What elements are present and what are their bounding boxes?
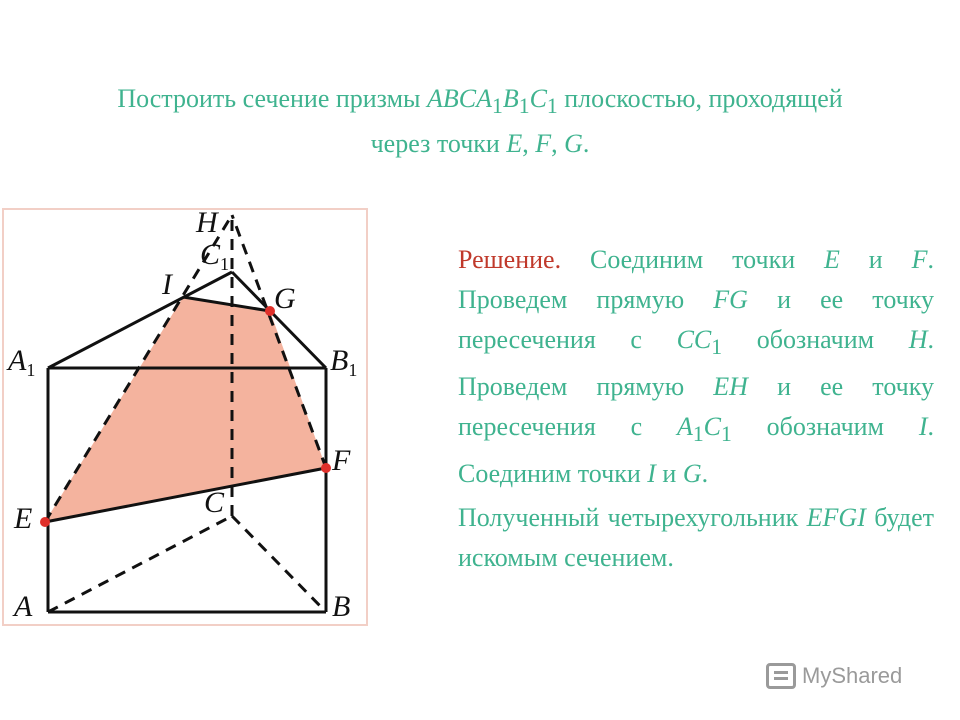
solution-l2-c: обозначим xyxy=(722,325,909,354)
solution-l4-i: I xyxy=(647,459,656,489)
section-quadrilateral xyxy=(45,297,326,522)
prism-diagram xyxy=(0,0,380,640)
title-point-g: G xyxy=(564,129,583,159)
solution-l3-sub2: 1 xyxy=(721,422,732,447)
solution-l2-end: . xyxy=(927,325,934,354)
solution-l3-c: обозначим xyxy=(731,412,919,442)
solution-l5-efgi: EFGI xyxy=(806,503,866,532)
solution-text xyxy=(458,240,934,494)
point-e-dot xyxy=(40,517,50,527)
solution-l3-a1: A xyxy=(676,412,693,442)
title-sub-1: 1 xyxy=(492,94,503,119)
label-b1 xyxy=(330,344,357,380)
myshared-logo-icon xyxy=(766,663,796,689)
title-prefix: Построить сечение призмы xyxy=(117,84,428,113)
title-end: . xyxy=(582,129,590,159)
label-h: H xyxy=(196,206,218,239)
solution-l4-a: Соединим точки xyxy=(458,459,648,489)
label-i: I xyxy=(162,268,172,301)
solution-l1-end: . xyxy=(927,245,934,274)
point-f-dot xyxy=(321,463,331,473)
solution-l3-c1: C xyxy=(703,412,722,442)
title-point-e: E xyxy=(506,129,523,159)
label-c1-letter: C xyxy=(200,238,221,271)
label-b1-letter: B xyxy=(330,344,349,377)
solution-l1-f: F xyxy=(911,245,928,274)
solution-l3-a: Проведем прямую xyxy=(458,372,714,402)
title-sub-3: 1 xyxy=(546,94,558,119)
label-c1-sub: 1 xyxy=(220,254,230,274)
title-prism-c: C xyxy=(529,84,547,113)
solution-l3-end: . xyxy=(927,412,934,442)
solution-l3-i: I xyxy=(918,412,928,442)
solution-l2-b: и ее точку пересечения с xyxy=(458,285,934,354)
solution-l4-end: . xyxy=(701,459,709,489)
label-a1 xyxy=(6,344,35,380)
label-f: F xyxy=(332,444,351,477)
solution-l1-e: E xyxy=(824,245,840,274)
solution-l4-g: G xyxy=(682,459,702,489)
title-comma-1: , xyxy=(522,129,536,159)
label-c: C xyxy=(204,486,225,519)
solution-l2-cc: CC xyxy=(676,325,712,354)
solution-l3-sub1: 1 xyxy=(692,422,704,447)
hidden-edge-a-c xyxy=(48,516,232,612)
label-a: A xyxy=(14,590,33,623)
label-e: E xyxy=(14,502,33,535)
label-a1-letter: A xyxy=(8,344,27,377)
label-c1 xyxy=(200,238,229,274)
title-prism-a: ABCA xyxy=(427,84,493,113)
solution-l5-b: будет искомым сечением. xyxy=(458,503,935,572)
solution-conclusion xyxy=(458,498,934,578)
solution-heading: Решение. xyxy=(458,245,562,274)
label-b1-sub: 1 xyxy=(348,360,358,380)
solution-l1-and: и xyxy=(839,245,912,274)
title-point-f: F xyxy=(535,129,552,159)
title-suffix: плоскостью, проходящей xyxy=(557,84,843,113)
solution-l4-and: и xyxy=(655,459,683,489)
label-g: G xyxy=(274,282,296,315)
title-prism-b: B xyxy=(502,84,519,113)
watermark-text: MyShared xyxy=(802,663,903,688)
title-line2-prefix: через точки xyxy=(370,129,507,159)
solution-l5-a: Полученный четырехугольник xyxy=(458,503,807,532)
solution-l3-b: и ее точку пересечения с xyxy=(458,372,934,442)
solution-l2-h: H xyxy=(908,325,928,354)
solution-l1-rest: Соединим точки xyxy=(561,245,825,274)
hidden-edge-c-b xyxy=(232,516,326,612)
title-comma-2: , xyxy=(551,129,565,159)
solution-l2-sub: 1 xyxy=(711,335,723,360)
label-b: B xyxy=(332,590,351,623)
title-sub-2: 1 xyxy=(518,94,530,119)
watermark xyxy=(766,656,902,696)
solution-l2-a: Проведем прямую xyxy=(458,285,714,314)
solution-l3-eh: EH xyxy=(713,372,748,402)
label-a1-sub: 1 xyxy=(26,360,36,380)
solution-l2-fg: FG xyxy=(713,285,748,314)
